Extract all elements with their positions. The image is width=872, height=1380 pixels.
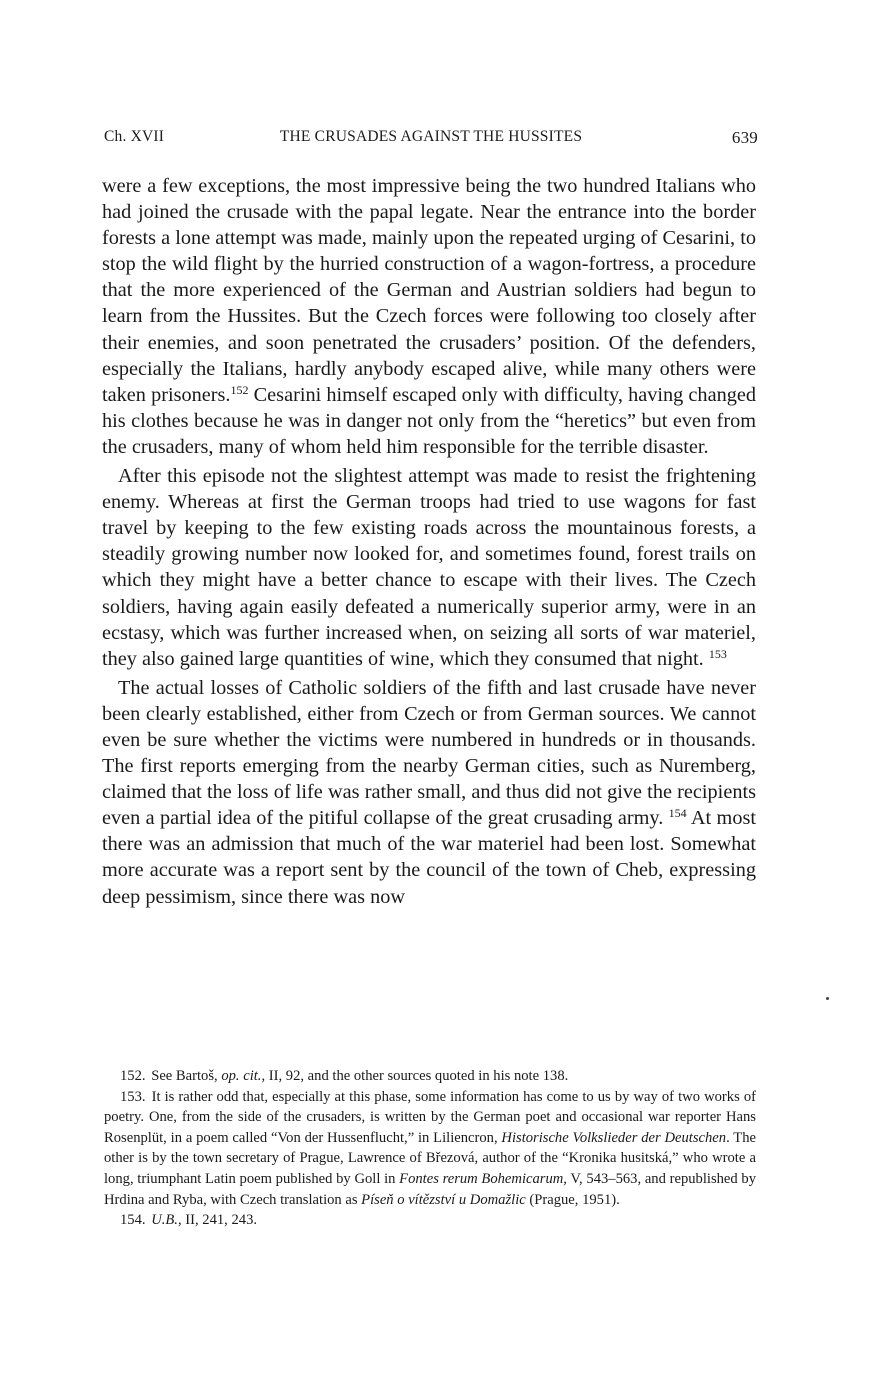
footnote	[104, 1087, 756, 1211]
footnotes	[104, 1066, 756, 1231]
chapter-label: Ch. XVII	[104, 128, 165, 145]
footnote-reference: 154	[668, 806, 687, 821]
footnote-italic: Fontes rerum Bohemicarum,	[399, 1170, 567, 1187]
footnote-text: , II, 241, 243.	[177, 1212, 258, 1229]
footnote-number: 153.	[120, 1088, 146, 1105]
paragraph-text: At most there was an admission that much of the war materiel had been lost. Somewhat more accurate was a report sent by the council of the town of Cheb, expressing deep pessimism, since there was now	[102, 807, 756, 908]
main-text	[102, 173, 756, 910]
running-title: THE CRUSADES AGAINST THE HUSSITES	[279, 128, 583, 145]
footnote	[104, 1066, 756, 1087]
paragraph	[102, 463, 756, 672]
footnote	[104, 1210, 756, 1231]
footnote-text: (Prague, 1951).	[525, 1191, 620, 1208]
footnote-italic: Píseň o vítězství u Domažlic	[361, 1191, 526, 1208]
footnote-italic: Historische Volkslieder der Deutschen	[501, 1129, 727, 1146]
footnote-text: . The other is by the town secretary of Prague, Lawrence of Březová, author of the “Kronika husitská,” who wrote a long, triumphant Latin poem published by Goll in	[104, 1129, 756, 1187]
footnote-reference: 153	[708, 646, 727, 661]
paragraph-text: After this episode not the slightest attempt was made to resist the frightening enemy. Whereas at first the German troops had tried to use wagons for fast travel by keeping to the few existing roads across the mountainous forests, a steadily growing number now looked for, and sometimes found, forest trails on which they might have a better chance to escape with their lives. The Czech soldiers, having again easily defeated a numerically superior army, were in an ecstasy, which was further increased when, on seizing all sorts of war materiel, they also gained large quantities of wine, which they consumed that night.	[102, 465, 756, 670]
footnote-reference: 152	[230, 382, 249, 397]
footnote-text: , II, 92, and the other sources quoted in his note 138.	[261, 1068, 569, 1084]
running-header	[104, 128, 758, 150]
footnote-text: See Bartoš,	[151, 1068, 222, 1084]
page-number: 639	[731, 128, 758, 147]
paragraph-text: were a few exceptions, the most impressive being the two hundred Italians who had joined the crusade with the papal legate. Near the entrance into the border forests a lone attempt was made, mainly upon the repeated urging of Cesarini, to stop the wild flight by the hurried construction of a wagon-fortress, a procedure that the more experienced of the German and Austrian soldiers had begun to learn from the Hussites. But the Czech forces were following too closely after their enemies, and soon penetrated the crusaders’ position. Of the defenders, especially the Italians, hardly anybody escaped alive, while many others were taken prisoners.	[102, 175, 756, 406]
footnote-text: It is rather odd that, especially at this phase, some information has come to us by way of two works of poetry. One, from the side of the crusaders, is written by the German poet and occasional war reporter Hans Rosenplüt, in a poem called “Von der Hussenflucht,” in Liliencron,	[104, 1088, 756, 1146]
footnote-text: V, 543–563, and republished by Hrdina and Ryba, with Czech translation as	[104, 1170, 756, 1208]
paragraph	[102, 675, 756, 910]
footnote-number: 152.	[120, 1068, 146, 1084]
footnote-italic: op. cit.	[221, 1068, 262, 1084]
footnote-italic: U.B.	[151, 1212, 178, 1229]
paragraph	[102, 173, 756, 460]
footnote-number: 154.	[120, 1212, 146, 1229]
scan-speck	[826, 997, 829, 1000]
paragraph-text: The actual losses of Catholic soldiers of the fifth and last crusade have never been clearly established, either from Czech or from German sources. We cannot even be sure whether the victims were numbered in hundreds or in thousands. The first reports emerging from the nearby German cities, such as Nuremberg, claimed that the loss of life was rather small, and thus did not give the recipients even a partial idea of the pitiful collapse of the great crusading army.	[102, 676, 756, 830]
paragraph-text: Cesarini himself escaped only with difficulty, having changed his clothes because he was in danger not only from the “heretics” but even from the crusaders, many of whom held him responsible for the terrible disaster.	[102, 383, 756, 458]
